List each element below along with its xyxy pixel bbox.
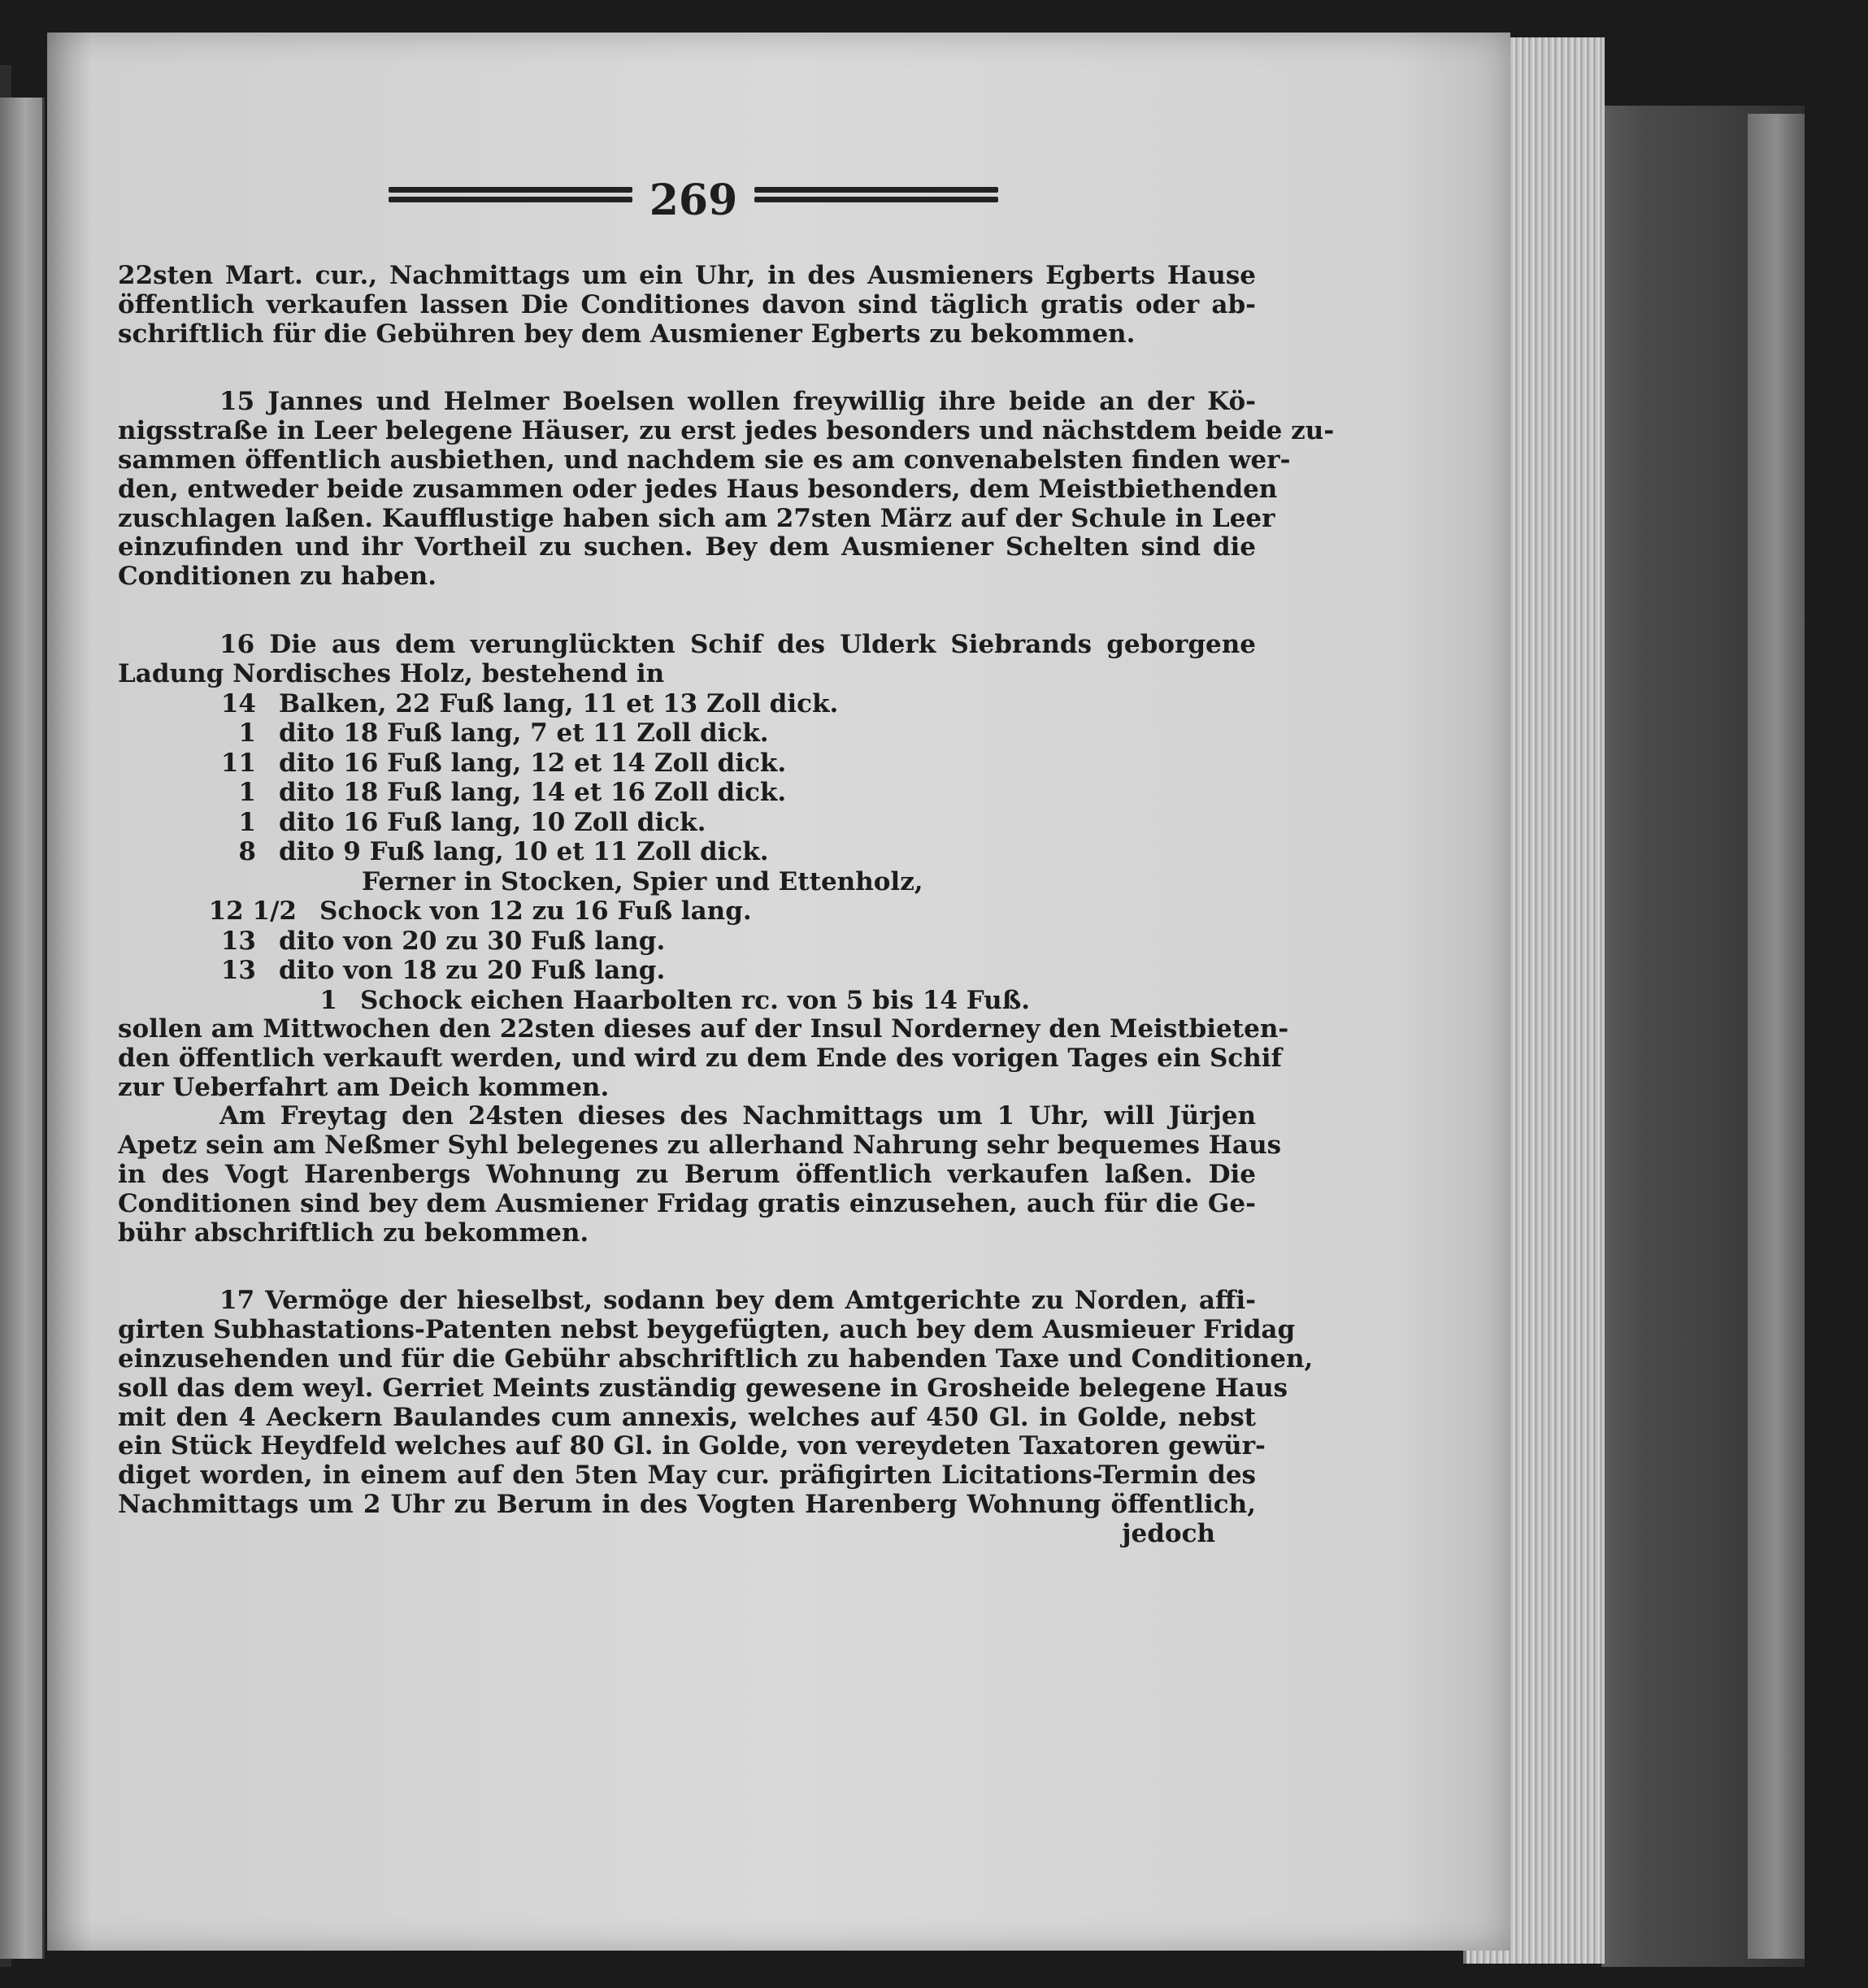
text-line: Am Freytag den 24sten dieses des Nachmittags um 1 Uhr, will Jürjen [219,1101,1256,1131]
paragraph-17 [118,1286,1314,1520]
catchword: jedoch [1122,1518,1215,1548]
page-text [118,261,1335,1549]
stock-row: 13 dito von 18 zu 20 Fuß lang. [220,956,666,986]
left-page-edge [0,98,45,1959]
text-line: nigsstraße in Leer belegene Häuser, zu erst jedes besonders und nächstdem beide zu- [118,416,1335,446]
text-line: 16 Die aus dem verunglückten Schif des Ulderk Siebrands geborgene [219,629,1256,659]
text-line: Nachmittags um 2 Uhr zu Berum in des Vogten Harenberg Wohnung öffentlich, [118,1490,1256,1520]
paragraph-15 [118,387,1335,592]
paragraph-16 [118,629,1289,1102]
timber-row: 1 dito 18 Fuß lang, 7 et 11 Zoll dick. [238,718,769,749]
paragraph-intro [118,262,1256,349]
text-line: Apetz sein am Neßmer Syhl belegenes zu allerhand Nahrung sehr bequemes Haus [118,1131,1282,1161]
timber-list [118,689,1256,1016]
text-line: öffentlich verkaufen lassen Die Conditiones davon sind täglich gratis oder ab- [118,289,1256,319]
text-line: einzufinden und ihr Vortheil zu suchen. Bey dem Ausmiener Schelten sind die [118,532,1256,562]
text-line: soll das dem weyl. Gerriet Meints zuständig gewesene in Grosheide belegene Haus [118,1373,1288,1403]
timber-row: 14 Balken, 22 Fuß lang, 11 et 13 Zoll dick. [220,688,839,718]
text-line: schriftlich für die Gebühren bey dem Ausmiener Egberts zu bekommen. [118,319,1136,349]
text-line: zur Ueberfahrt am Deich kommen. [118,1072,610,1102]
timber-ferner: Ferner in Stocken, Spier und Ettenholz, [362,866,923,896]
text-line: den, entweder beide zusammen oder jedes Haus besonders, dem Meistbiethenden [118,474,1278,504]
text-line: 22sten Mart. cur., Nachmittags um ein Uhr, in des Ausmieners Egberts Hause [118,261,1256,290]
paragraph-freytag [118,1101,1282,1248]
text-line: Conditionen zu haben. [118,562,437,592]
page-number: 269 [649,176,738,225]
text-line: girten Subhastations-Patenten nebst beygefügten, auch bey dem Ausmieuer Fridag [118,1315,1296,1345]
text-line: in des Vogt Harenbergs Wohnung zu Berum öffentlich verkaufen laßen. Die [118,1160,1256,1190]
text-line: diget worden, in einem auf den 5ten May cur. präfigirten Licitations-Termin des [118,1461,1256,1491]
stock-row: 12 1/2 Schock von 12 zu 16 Fuß lang. [208,896,752,927]
text-line: bühr abschriftlich zu bekommen. [118,1218,589,1248]
timber-row: 8 dito 9 Fuß lang, 10 et 11 Zoll dick. [238,837,769,867]
stock-row: 1 Schock eichen Haarbolten rc. von 5 bis 14 Fuß. [319,985,1031,1015]
text-line: mit den 4 Aeckern Baulandes cum annexis, welches auf 450 Gl. in Golde, nebst [118,1402,1256,1432]
timber-row: 1 dito 16 Fuß lang, 10 Zoll dick. [238,807,706,837]
text-line: einzusehenden und für die Gebühr abschriftlich zu habenden Taxe und Conditionen, [118,1344,1314,1374]
text-line: sammen öffentlich ausbiethen, und nachdem sie es am convenabelsten finden wer- [118,445,1291,475]
timber-row: 11 dito 16 Fuß lang, 12 et 14 Zoll dick. [220,748,787,778]
book-spine-edge [1748,114,1805,1959]
text-line: Conditionen sind bey dem Ausmiener Fridag gratis einzusehen, auch für die Ge- [118,1188,1256,1218]
header-rule-right [754,187,998,211]
text-line: 15 Jannes und Helmer Boelsen wollen freywillig ihre beide an der Kö- [219,387,1256,417]
text-line: den öffentlich verkauft werden, und wird zu dem Ende des vorigen Tages ein Schif [118,1043,1282,1073]
text-line: Ladung Nordisches Holz, bestehend in [118,658,665,688]
text-line: 17 Vermöge der hieselbst, sodann bey dem Amtgerichte zu Norden, affi- [219,1286,1256,1316]
text-line: zuschlagen laßen. Kaufflustige haben sich am 27sten März auf der Schule in Leer [118,503,1275,533]
text-line: ein Stück Heydfeld welches auf 80 Gl. in Golde, von vereydeten Taxatoren gewür- [118,1431,1266,1461]
stock-row: 13 dito von 20 zu 30 Fuß lang. [220,926,666,956]
text-line: sollen am Mittwochen den 22sten dieses auf der Insul Norderney den Meistbieten- [118,1014,1289,1044]
timber-row: 1 dito 18 Fuß lang, 14 et 16 Zoll dick. [238,778,787,808]
header-rule-left [389,187,632,211]
page-header [389,176,990,225]
